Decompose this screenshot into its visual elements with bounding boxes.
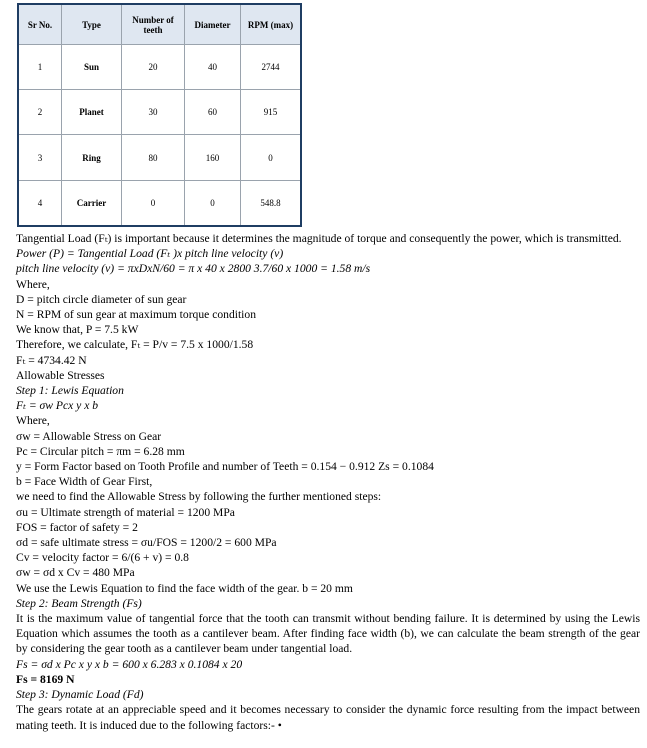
table-cell: 2744: [241, 45, 302, 90]
table-row: [18, 135, 301, 180]
step-heading: Step 3: Dynamic Load (Fd): [16, 688, 144, 702]
column-header: Number of teeth: [122, 4, 185, 45]
body-text: Cv = velocity factor = 6/(6 + v) = 0.8: [16, 551, 189, 565]
body-text: Fₜ = 4734.42 N: [16, 353, 87, 367]
body-text: Pc = Circular pitch = πm = 6.28 mm: [16, 444, 185, 458]
body-text: σw = σd x Cv = 480 MPa: [16, 566, 135, 580]
document-body: [16, 231, 640, 733]
table-cell: 160: [185, 135, 241, 180]
table-cell: Sun: [62, 45, 122, 90]
column-header: Diameter: [185, 4, 241, 45]
column-header: Type: [62, 4, 122, 45]
equation-line: pitch line velocity (v) = πxDxN/60 = π x 40 x 2800 3.7/60 x 1000 = 1.58 m/s: [16, 262, 371, 276]
table-cell: 548.8: [241, 180, 302, 226]
body-text: σd = safe ultimate stress = σu/FOS = 1200/2 = 600 MPa: [16, 536, 277, 550]
body-text: D = pitch circle diameter of sun gear: [16, 292, 187, 306]
body-text: We know that, P = 7.5 kW: [16, 323, 139, 337]
column-header: Sr No.: [18, 4, 62, 45]
body-paragraph: The gears rotate at an appreciable speed and it becomes necessary to consider the dynamic force resulting from the impact between mating teeth. It is induced due to the following factors:- •: [16, 703, 640, 732]
body-text: σu = Ultimate strength of material = 1200 MPa: [16, 505, 235, 519]
table-cell: 3: [18, 135, 62, 180]
table-cell: 915: [241, 90, 302, 135]
table-row: [18, 45, 301, 90]
column-header: RPM (max): [241, 4, 302, 45]
step-heading: Step 2: Beam Strength (Fs): [16, 596, 142, 610]
table-header-row: [18, 4, 301, 45]
result-line: Fs = 8169 N: [16, 672, 75, 686]
table-cell: 80: [122, 135, 185, 180]
body-text: b = Face Width of Gear First,: [16, 475, 153, 489]
step-heading: Step 1: Lewis Equation: [16, 384, 124, 398]
table-cell: 60: [185, 90, 241, 135]
table-cell: Ring: [62, 135, 122, 180]
table-cell: Planet: [62, 90, 122, 135]
body-text: y = Form Factor based on Tooth Profile and number of Teeth = 0.154 − 0.912 Zs = 0.1084: [16, 460, 434, 474]
section-heading: Allowable Stresses: [16, 368, 105, 382]
equation-line: Fₜ = σw Pcx y x b: [16, 399, 99, 413]
table-cell: 4: [18, 180, 62, 226]
table-row: [18, 90, 301, 135]
table-row: [18, 180, 301, 226]
body-text: Therefore, we calculate, Fₜ = P/v = 7.5 x 1000/1.58: [16, 338, 254, 352]
equation-line: Fs = σd x Pc x y x b = 600 x 6.283 x 0.1084 x 20: [16, 657, 243, 671]
body-text: N = RPM of sun gear at maximum torque condition: [16, 308, 256, 322]
body-text: We use the Lewis Equation to find the face width of the gear. b = 20 mm: [16, 581, 353, 595]
body-paragraph: It is the maximum value of tangential force that the tooth can transmit without bending failure. It is determined by using the Lewis Equation which assumes the tooth as a cantilever beam. After finding face width (b), we can calculate the beam strength of the gear by considering the gear tooth as a cantilever beam under tangential load.: [16, 612, 640, 656]
table-cell: 40: [185, 45, 241, 90]
equation-line: Power (P) = Tangential Load (Fₜ )x pitch line velocity (v): [16, 247, 284, 261]
body-text: we need to find the Allowable Stress by following the further mentioned steps:: [16, 490, 382, 504]
table-cell: Carrier: [62, 180, 122, 226]
gear-specification-table: [17, 3, 302, 227]
table-cell: 0: [122, 180, 185, 226]
body-text: FOS = factor of safety = 2: [16, 520, 138, 534]
body-text: Where,: [16, 414, 50, 428]
body-text: Tangential Load (Fₜ) is important because it determines the magnitude of torque and consequently the power, which is transmitted.: [16, 232, 622, 245]
table-cell: 1: [18, 45, 62, 90]
table-cell: 0: [185, 180, 241, 226]
body-text: Where,: [16, 277, 50, 291]
table-cell: 0: [241, 135, 302, 180]
table-cell: 30: [122, 90, 185, 135]
table-cell: 20: [122, 45, 185, 90]
table-cell: 2: [18, 90, 62, 135]
body-text: σw = Allowable Stress on Gear: [16, 429, 162, 443]
